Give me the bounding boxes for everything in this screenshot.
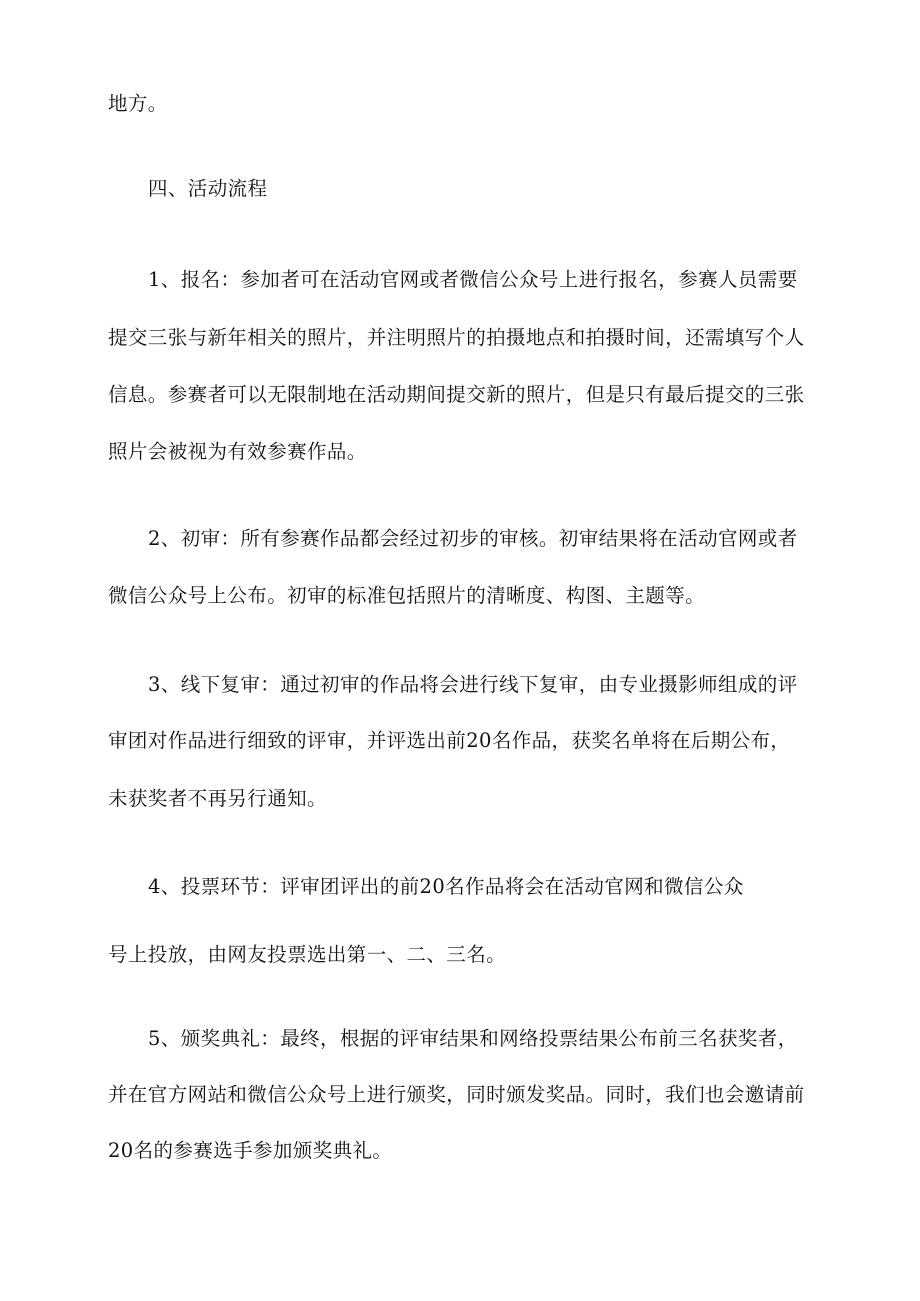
paragraph-line: 4、投票环节：评审团评出的前20名作品将会在活动官网和微信公众 <box>148 875 744 898</box>
paragraph-line: 5、颁奖典礼：最终，根据的评审结果和网络投票结果公布前三名获奖者， <box>148 1027 798 1050</box>
paragraph-line: 信息。参赛者可以无限制地在活动期间提交新的照片，但是只有最后提交的三张 <box>108 383 805 406</box>
paragraph-line: 3、线下复审：通过初审的作品将会进行线下复审，由专业摄影师组成的评 <box>148 673 798 696</box>
paragraph-line: 2、初审：所有参赛作品都会经过初步的审核。初审结果将在活动官网或者 <box>148 527 798 550</box>
paragraph-line: 并在官方网站和微信公众号上进行颁奖，同时颁发奖品。同时，我们也会邀请前 <box>108 1083 805 1106</box>
paragraph-line: 未获奖者不再另行通知。 <box>108 787 327 810</box>
paragraph-line: 提交三张与新年相关的照片，并注明照片的拍摄地点和拍摄时间，还需填写个人 <box>108 326 805 349</box>
paragraph-line: 1、报名：参加者可在活动官网或者微信公众号上进行报名，参赛人员需要 <box>148 268 798 291</box>
paragraph-line: 照片会被视为有效参赛作品。 <box>108 440 367 463</box>
continuation-text: 地方。 <box>108 92 168 115</box>
paragraph-line: 20名的参赛选手参加颁奖典礼。 <box>108 1139 393 1162</box>
section-heading: 四、活动流程 <box>148 177 268 200</box>
paragraph-line: 微信公众号上公布。初审的标准包括照片的清晰度、构图、主题等。 <box>108 584 706 607</box>
paragraph-line: 审团对作品进行细致的评审，并评选出前20名作品，获奖名单将在后期公布， <box>108 729 791 752</box>
paragraph-line: 号上投放，由网友投票选出第一、二、三名。 <box>108 943 507 966</box>
